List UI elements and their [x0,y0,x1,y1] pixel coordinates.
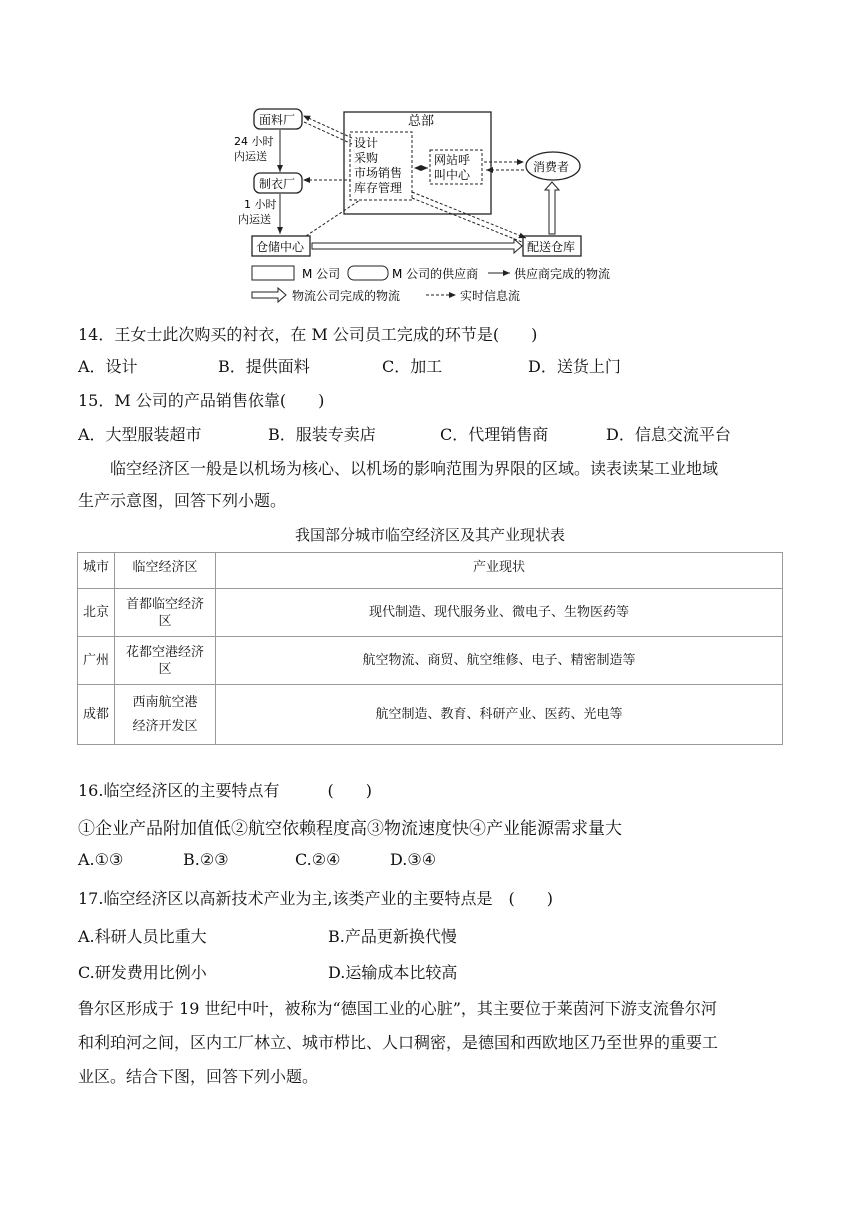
info-flow-warehouse-hq [306,200,360,236]
supply-chain-diagram [230,100,650,310]
row-zone: 首都临空经济 区 [115,589,216,637]
info-flow-hq-delivery [412,192,526,238]
q16-statements: ①企业产品附加值低②航空依赖程度高③物流速度快④产业能源需求量大 [78,819,622,839]
airport-economy-table [77,552,783,745]
q14-option-c[interactable]: C．加工 [382,357,443,376]
row-city: 广州 [78,637,115,685]
info-flow-hq-delivery-2 [412,198,522,242]
q16-option-c[interactable]: C.②④ [295,850,341,869]
q15-option-b[interactable]: B．服装专卖店 [268,425,376,444]
hq-function-purchase: 采购 [354,151,379,165]
table-row [78,589,783,637]
logistics-arrow-warehouse-delivery [312,239,522,253]
q17-option-d[interactable]: D.运输成本比较高 [328,963,458,982]
time-1h-line1: 1 小时 [244,198,277,211]
hq-function-inventory: 库存管理 [354,181,403,195]
legend-supplier: M 公司的供应商 [392,267,479,281]
question-16-stem: 16.临空经济区的主要特点有 ( ) [78,781,372,800]
intro-paragraph-3-line2: 和利珀河之间，区内工厂林立、城市栉比、人口稠密，是德国和西欧地区乃至世界的重要工 [78,1033,719,1052]
legend-logistics-flow: 物流公司完成的物流 [292,289,401,303]
time-1h-line2: 内运送 [238,213,271,226]
info-flow-fabric-hq [304,116,352,138]
row-industry: 航空物流、商贸、航空维修、电子、精密制造等 [216,637,783,685]
header-industry: 产业现状 [216,553,783,589]
q17-option-b[interactable]: B.产品更新换代慢 [328,927,457,946]
row-zone: 西南航空港 经济开发区 [115,685,216,745]
intro-paragraph-3-line1: 鲁尔区形成于 19 世纪中叶，被称为“德国工业的心脏”，其主要位于莱茵河下游支流鲁尔河 [78,999,717,1018]
row-zone: 花都空港经济 区 [115,637,216,685]
question-14-stem: 14．王女士此次购买的衬衣，在 M 公司员工完成的环节是( ) [78,325,538,344]
intro-paragraph-2-line2: 生产示意图，回答下列小题。 [78,491,287,510]
legend-supplier-flow: 供应商完成的物流 [514,267,611,281]
q15-option-d[interactable]: D．信息交流平台 [606,425,731,444]
row-city: 北京 [78,589,115,637]
q15-option-a[interactable]: A．大型服装超市 [78,425,202,444]
row-industry: 航空制造、教育、科研产业、医药、光电等 [216,685,783,745]
hq-title: 总部 [408,114,435,129]
hq-function-sales: 市场销售 [354,166,403,180]
q14-option-b[interactable]: B．提供面料 [218,357,310,376]
legend-supplier-swatch [348,266,388,280]
q17-option-a[interactable]: A.科研人员比重大 [78,927,207,946]
header-city: 城市 [78,553,115,589]
q17-option-c[interactable]: C.研发费用比例小 [78,963,207,982]
time-24h-line1: 24 小时 [234,135,274,148]
info-flow-fabric-hq-2 [304,122,352,144]
legend-info-flow: 实时信息流 [460,289,521,303]
fabric-factory-label: 面料厂 [259,113,296,127]
table-header-row [78,553,783,589]
q16-option-a[interactable]: A.①③ [78,850,124,869]
legend-logistics-arrow [252,288,286,302]
legend-m-company: M 公司 [302,267,341,281]
logistics-arrow-delivery-consumer [545,182,559,234]
consumer-label: 消费者 [533,160,570,174]
hq-function-design: 设计 [354,136,379,150]
q14-option-a[interactable]: A．设计 [78,357,138,376]
delivery-label: 配送仓库 [527,240,576,254]
time-24h-line2: 内运送 [234,150,267,163]
call-center-line2: 叫中心 [434,168,471,182]
warehouse-label: 仓储中心 [256,240,305,254]
garment-factory-label: 制衣厂 [259,177,296,191]
q15-option-c[interactable]: C．代理销售商 [440,425,549,444]
q14-option-d[interactable]: D．送货上门 [528,357,621,376]
intro-paragraph-2-line1: 临空经济区一般是以机场为核心、以机场的影响范围为界限的区域。读表读某工业地域 [110,459,719,478]
row-city: 成都 [78,685,115,745]
intro-paragraph-3-line3: 业区。结合下图，回答下列小题。 [78,1067,319,1086]
call-center-line1: 网站呼 [434,153,471,167]
q16-option-b[interactable]: B.②③ [183,850,229,869]
header-zone: 临空经济区 [115,553,216,589]
q16-option-d[interactable]: D.③④ [390,850,437,869]
question-15-stem: 15．M 公司的产品销售依靠( ) [78,391,325,410]
table-row [78,637,783,685]
table-title: 我国部分城市临空经济区及其产业现状表 [294,526,565,544]
row-industry: 现代制造、现代服务业、微电子、生物医药等 [216,589,783,637]
table-row [78,685,783,745]
legend-m-company-swatch [252,266,294,280]
question-17-stem: 17.临空经济区以高新技术产业为主,该类产业的主要特点是 ( ) [78,889,554,908]
